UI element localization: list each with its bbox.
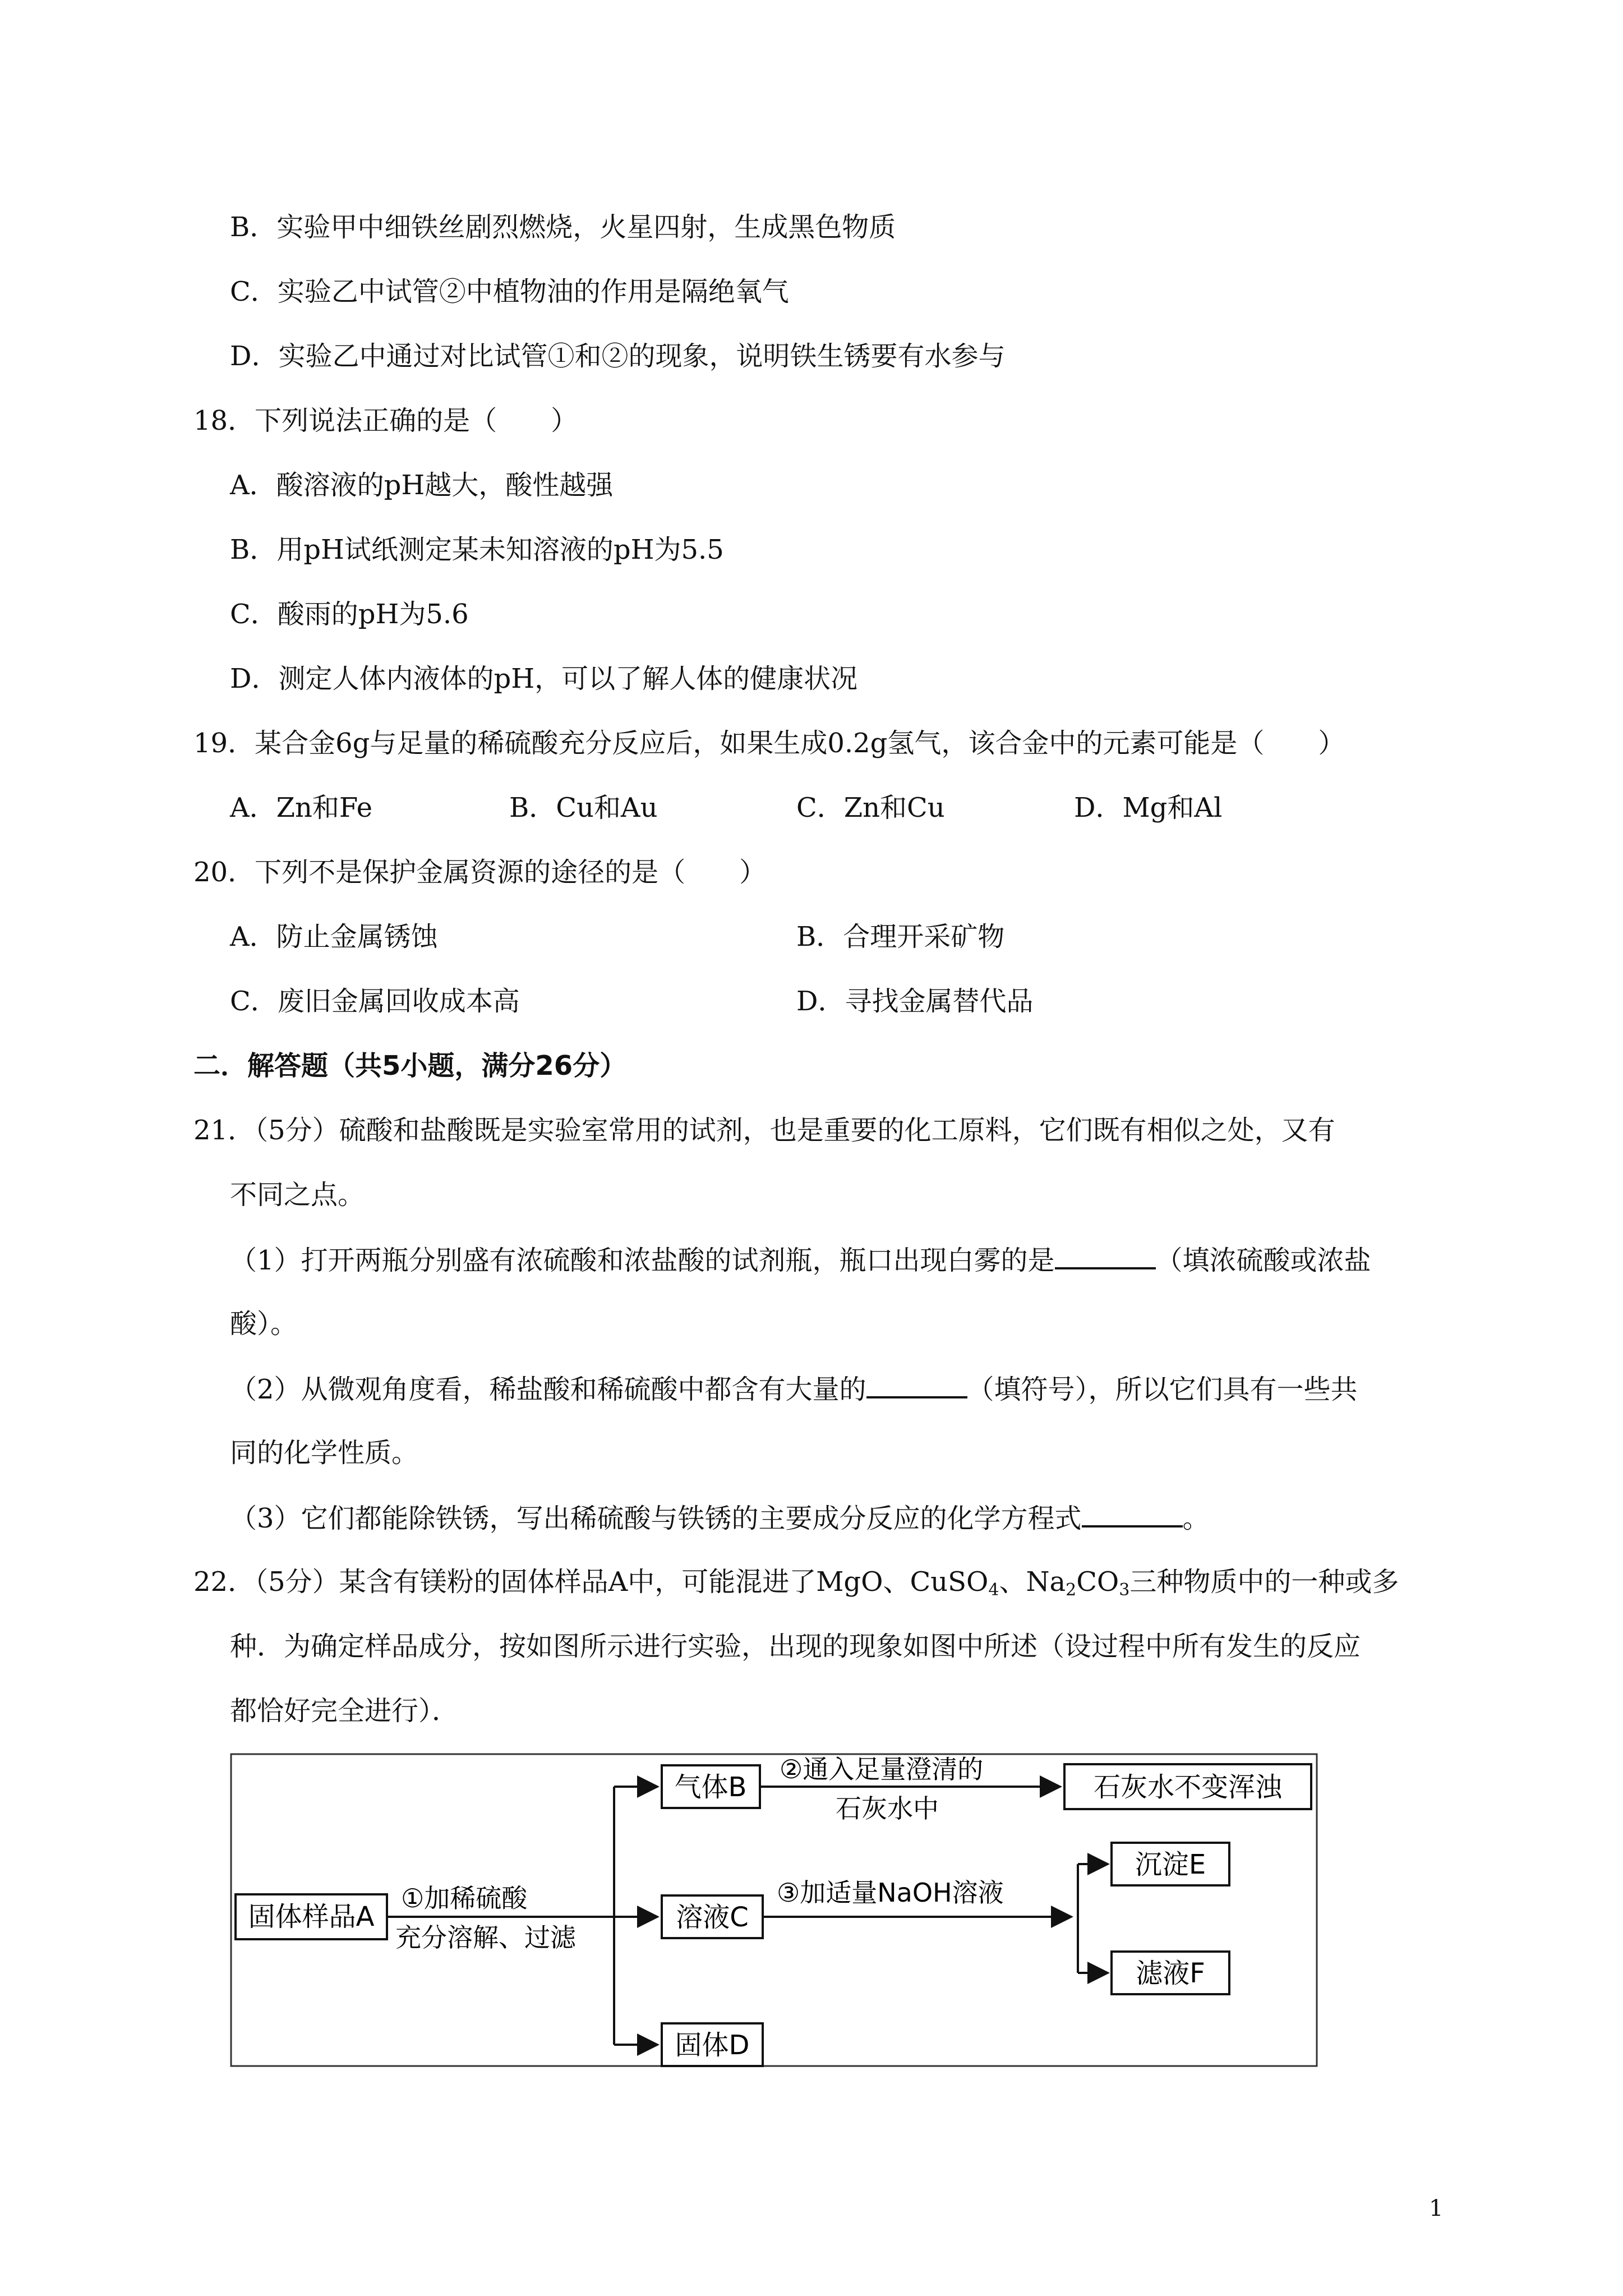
label-precipitate-e: 沉淀E — [1135, 1849, 1206, 1880]
q19-option-b: B．Cu和Au — [509, 792, 658, 823]
label-limewater-result: 石灰水不变浑浊 — [1093, 1772, 1283, 1803]
q21-part3-text: （3）它们都能除铁锈，写出稀硫酸与铁锈的主要成分反应的化学方程式 — [230, 1503, 1082, 1534]
q18-stem: 18．下列说法正确的是（ ） — [193, 405, 578, 436]
q21-part2-text: （2）从微观角度看，稀盐酸和稀硫酸中都含有大量的 — [230, 1374, 866, 1405]
q22-text-c: CO — [1076, 1566, 1119, 1598]
q22-text-d: 三种物质中的一种或多 — [1129, 1566, 1399, 1598]
label-step2-line1: ②通入足量澄清的 — [780, 1754, 984, 1784]
q22-text-a: 22．（5分）某含有镁粉的固体样品A中，可能混进了MgO、CuSO — [193, 1566, 989, 1598]
q22-text-b: 、Na — [999, 1566, 1066, 1598]
q21-part1-line2: 酸）。 — [230, 1308, 298, 1340]
label-solid-d: 固体D — [675, 2030, 750, 2061]
q20-option-a: A．防止金属锈蚀 — [230, 921, 438, 953]
section-heading: 二．解答题（共5小题，满分26分） — [193, 1050, 627, 1082]
q21-part2-line2: 同的化学性质。 — [230, 1437, 419, 1469]
q19-stem: 19．某合金6g与足量的稀硫酸充分反应后，如果生成0.2g氢气，该合金中的元素可能是（ ） — [193, 728, 1345, 759]
q17-option-d: D．实验乙中通过对比试管①和②的现象，说明铁生锈要有水参与 — [230, 341, 1006, 372]
label-sample-a: 固体样品A — [248, 1901, 375, 1932]
q22-stem-line2: 种．为确定样品成分，按如图所示进行实验，出现的现象如图中所述（设过程中所有发生的反应 — [230, 1631, 1361, 1662]
q20-stem: 20．下列不是保护金属资源的途径的是（ ） — [193, 857, 767, 888]
answer-blank-2[interactable] — [866, 1372, 967, 1398]
q21-part1-hint: （填浓硫酸或浓盐 — [1155, 1245, 1371, 1276]
q20-option-b: B．合理开采矿物 — [796, 921, 1005, 953]
label-solution-c: 溶液C — [676, 1902, 749, 1933]
q21-stem-line1: 21．（5分）硫酸和盐酸既是实验室常用的试剂，也是重要的化工原料，它们既有相似之处，又有 — [193, 1115, 1335, 1146]
q19-option-a: A．Zn和Fe — [230, 792, 373, 823]
label-step1-line2: 充分溶解、过滤 — [395, 1922, 576, 1953]
answer-blank-3[interactable] — [1082, 1501, 1183, 1527]
label-step3: ③加适量NaOH溶液 — [777, 1878, 1004, 1908]
q19-option-c: C．Zn和Cu — [796, 792, 945, 823]
q22-stem-line3: 都恰好完全进行）． — [230, 1695, 459, 1727]
q21-part3 — [230, 1501, 1210, 1535]
q22-sub-3: 3 — [1119, 1580, 1130, 1600]
q22-sub-1: 4 — [988, 1580, 999, 1600]
q17-option-b: B．实验甲中细铁丝剧烈燃烧，火星四射，生成黑色物质 — [230, 211, 896, 243]
q18-option-c: C．酸雨的pH为5.6 — [230, 599, 469, 630]
q18-option-b: B．用pH试纸测定某未知溶液的pH为5.5 — [230, 534, 724, 565]
q17-option-c: C．实验乙中试管②中植物油的作用是隔绝氧气 — [230, 276, 789, 307]
q20-option-c: C．废旧金属回收成本高 — [230, 986, 520, 1017]
q18-option-d: D．测定人体内液体的pH，可以了解人体的健康状况 — [230, 663, 858, 694]
q21-stem-line2: 不同之点。 — [230, 1179, 365, 1211]
experiment-flow-diagram — [230, 1753, 1318, 2067]
q22-sub-2: 2 — [1066, 1580, 1077, 1600]
q21-part1-text: （1）打开两瓶分别盛有浓硫酸和浓盐酸的试剂瓶，瓶口出现白雾的是 — [230, 1245, 1055, 1276]
label-step2-line2: 石灰水中 — [836, 1793, 939, 1824]
label-filtrate-f: 滤液F — [1136, 1958, 1205, 1989]
q22-stem-line1 — [193, 1565, 1399, 1607]
q21-part3-end: 。 — [1182, 1503, 1210, 1534]
q21-part2 — [230, 1372, 1358, 1406]
q21-part1 — [230, 1243, 1371, 1277]
q21-part2-hint: （填符号），所以它们具有一些共 — [967, 1374, 1358, 1405]
page-number: 1 — [1429, 2196, 1444, 2221]
label-step1-line1: ①加稀硫酸 — [401, 1883, 528, 1913]
answer-blank-1[interactable] — [1055, 1243, 1156, 1269]
q18-option-a: A．酸溶液的pH越大，酸性越强 — [230, 470, 614, 501]
q20-option-d: D．寻找金属替代品 — [796, 986, 1034, 1017]
q19-option-d: D．Mg和Al — [1074, 792, 1223, 823]
label-gas-b: 气体B — [674, 1772, 747, 1803]
